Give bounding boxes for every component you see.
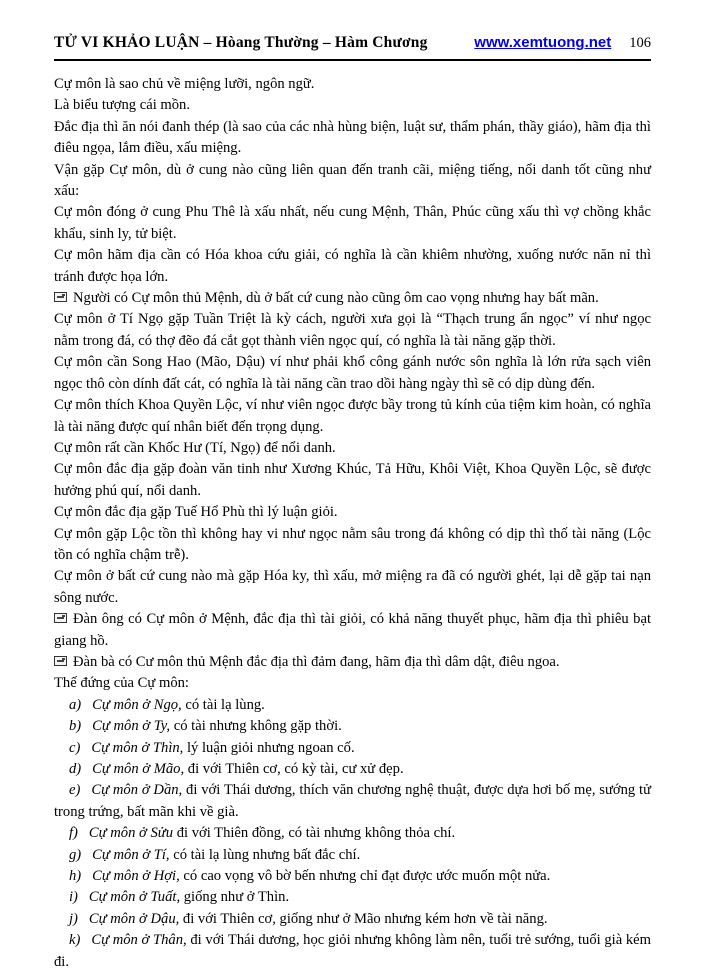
list-item (54, 887, 651, 908)
page-number: 106 (629, 35, 651, 51)
paragraph-text: Đàn ông có Cự môn ở Mệnh, đắc địa thì tài giỏi, có khả năng thuyết phục, hãm địa thì phiêu bạt giang hồ. (54, 611, 651, 649)
list-item-lead: Cự môn ở Sửu (88, 825, 174, 842)
document-title: TỬ VI KHẢO LUẬN – Hòang Thường – Hàm Chương (54, 34, 428, 51)
paragraph-text: Cự môn ở Tí Ngọ gặp Tuần Triệt là kỳ cách, người xưa gọi là “Thạch trung ẩn ngọc” ví như ngọc nằm trong đá, có thợ đẽo đá cắt gọt thành viên ngọc quí, có nghĩa là tài năng gặp thời. (54, 311, 651, 349)
list-item (54, 909, 651, 930)
list-item-letter: a) (69, 696, 82, 713)
paragraph (54, 438, 651, 459)
paragraph (54, 202, 651, 245)
list-item (54, 738, 651, 759)
paragraph-text: Cự môn đắc địa gặp Tuế Hổ Phù thì lý luận giỏi. (54, 504, 338, 521)
note-icon (54, 656, 67, 666)
list-item-text: có cao vọng vô bờ bến nhưng chỉ đạt được ước muốn một nửa. (183, 868, 551, 885)
list-item-letter: i) (69, 889, 78, 906)
paragraph-text: Người có Cự môn thủ Mệnh, dù ở bất cứ cung nào cũng ôm cao vọng nhưng hay bất mãn. (73, 290, 599, 307)
header-divider (54, 59, 651, 61)
website-link[interactable]: www.xemtuong.net (474, 34, 612, 51)
list-item-text: có tài lạ lùng. (185, 696, 265, 713)
paragraph (54, 288, 651, 309)
paragraph (54, 502, 651, 523)
list-item-letter: g) (69, 846, 82, 863)
paragraph-text: Cự môn cần Song Hao (Mão, Dậu) ví như phải khổ công gánh nước sôn nghĩa là lớn rửa sạch viên ngọc thô còn dính đất cát, có nghĩa là tài năng cần trao dồi hàng ngày thì sẽ có dịp dùng đến. (54, 354, 651, 392)
paragraph (54, 117, 651, 160)
list-item-text: có tài lạ lùng nhưng bất đắc chí. (173, 846, 361, 863)
paragraph-text: Cự môn đắc địa gặp đoàn văn tinh như Xương Khúc, Tả Hữu, Khôi Việt, Khoa Quyền Lộc, sẽ được hưởng phú quí, nổi danh. (54, 461, 651, 499)
paragraph (54, 160, 651, 203)
paragraph-text: Đàn bà có Cư môn thủ Mệnh đắc địa thì đảm đang, hãm địa thì dâm dật, điêu ngoa. (73, 653, 560, 670)
list-item (54, 845, 651, 866)
list-item-letter: f) (69, 825, 78, 842)
list-item-text: có tài nhưng không gặp thời. (173, 718, 342, 735)
list-item (54, 866, 651, 887)
paragraph-text: Cự môn đóng ở cung Phu Thê là xấu nhất, nếu cung Mệnh, Thân, Phúc cũng xấu thì vợ chồng khắc khẩu, sinh ly, tử biệt. (54, 204, 651, 242)
paragraph-text: Đắc địa thì ăn nói đanh thép (là sao của các nhà hùng biện, luật sư, thẩm phán, thầy giáo), hãm địa thì điêu ngọa, lắm điều, xấu miệng. (54, 118, 651, 157)
list-item-text: giống như ở Thìn. (183, 889, 290, 906)
paragraph (54, 352, 651, 395)
list-item-lead: Cự môn ở Tí, (92, 846, 170, 863)
list-item-letter: e) (69, 782, 81, 799)
list-item-letter: k) (69, 932, 81, 949)
paragraph (54, 524, 651, 567)
list-item-lead: Cự môn ở Ty, (92, 718, 171, 735)
list-item-text: đi với Thái dương, thích văn chương nghệ thuật, được dựa hơi bố mẹ, sướng tử trong trứng, bất mãn khi về già. (54, 782, 651, 820)
list-item-lead: Cự môn ở Dậu, (88, 910, 180, 927)
list-item-letter: h) (69, 868, 82, 885)
list-item (54, 930, 651, 973)
paragraph-text: Cự môn rất cần Khốc Hư (Tí, Ngọ) để nổi danh. (54, 439, 336, 456)
note-icon (54, 613, 67, 623)
list-item-letter: d) (69, 761, 82, 777)
paragraph-text: Là biểu tượng cái mồn. (54, 97, 190, 114)
list-item-lead: Cự môn ở Dần, (91, 782, 183, 799)
list-item-lead: Cự môn ở Ngọ, (92, 696, 182, 713)
list-item-lead: Cự môn ở Thìn, (91, 739, 184, 756)
paragraph (54, 459, 651, 502)
paragraph-text: Cự môn gặp Lộc tồn thì không hay vi như ngọc nằm sâu trong đá không có dịp thì thố tài năng (Lộc tồn có nghĩa chậm trễ). (54, 525, 651, 563)
list-item-letter: c) (69, 739, 81, 756)
paragraph (54, 95, 651, 116)
list-item-lead: Cự môn ở Mão, (92, 761, 185, 777)
list-item-text: đi với Thiên cơ, có kỳ tài, cư xử đẹp. (187, 761, 404, 777)
paragraph-text: Cự môn là sao chủ về miệng lưỡi, ngôn ngữ. (54, 76, 315, 92)
paragraph (54, 395, 651, 438)
list-item-letter: b) (69, 718, 82, 735)
paragraph-text: Cự môn ở bất cứ cung nào mà gặp Hóa ky, thì xấu, mở miệng ra đã có người ghét, lại dễ gặp tai nạn sông nước. (54, 568, 651, 606)
paragraph (54, 609, 651, 652)
paragraph-text: Cự môn thích Khoa Quyền Lộc, ví như viên ngọc được bầy trong tủ kính của tiệm kim hoàn, có nghĩa là tài năng được quí nhân biết đến trọng dụng. (54, 397, 651, 435)
paragraph (54, 74, 651, 95)
paragraph (54, 309, 651, 352)
list-item (54, 759, 651, 780)
paragraph-text: Vận gặp Cự môn, dù ở cung nào cũng liên quan đến tranh cãi, miệng tiếng, nổi danh tốt cũng như xấu: (54, 161, 651, 200)
list-item-text: đi với Thiên đồng, có tài nhưng không thỏa chí. (176, 825, 456, 842)
list-item (54, 716, 651, 737)
paragraph (54, 652, 651, 673)
list-item-text: đi với Thiên cơ, giống như ở Mão nhưng kém hơn về tài năng. (182, 910, 548, 927)
list-item-text: đi với Thái dương, học giỏi nhưng không làm nên, tuổi trẻ sướng, tuổi già kém đi. (54, 932, 651, 970)
paragraph-text: Cự môn hãm địa cần có Hóa khoa cứu giải, có nghĩa là cần khiêm nhường, xuống nước năn nỉ thì tránh được họa lớn. (54, 247, 651, 285)
paragraph (54, 566, 651, 609)
list-item (54, 823, 651, 844)
document-body (54, 74, 651, 973)
list-item-lead: Cự môn ở Thân, (91, 932, 187, 949)
list-item-lead: Cự môn ở Hợi, (92, 868, 180, 885)
note-icon (54, 292, 67, 302)
list-item-lead: Cự môn ở Tuất, (88, 889, 181, 906)
list-item-text: lý luận giỏi nhưng ngoan cố. (186, 739, 355, 756)
paragraph (54, 245, 651, 288)
list-item (54, 695, 651, 716)
section-heading (54, 673, 651, 694)
list-item-letter: j) (69, 910, 78, 927)
header-right (474, 34, 651, 52)
list-item (54, 780, 651, 823)
page-header (54, 34, 651, 52)
section-heading-text: Thế đứng của Cự môn: (54, 675, 189, 692)
